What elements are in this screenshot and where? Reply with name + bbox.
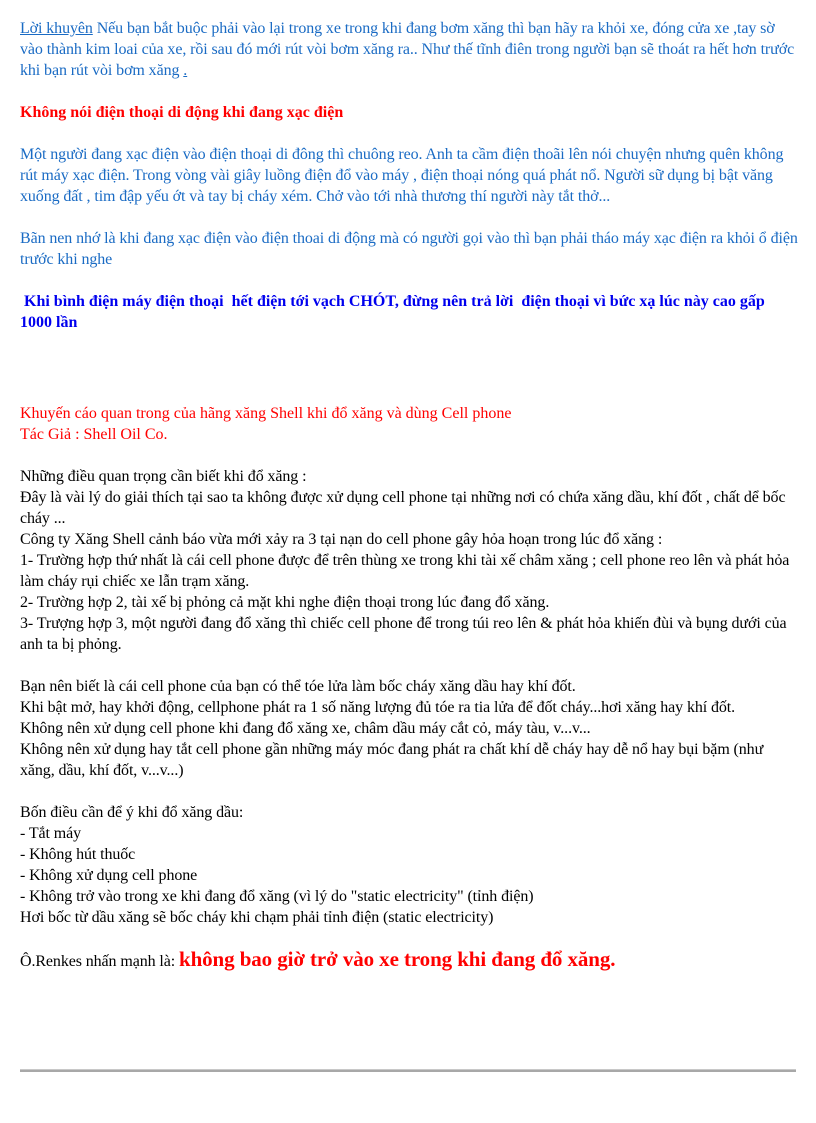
horizontal-rule [20,1069,796,1072]
intro-line: Những điều quan trọng cần biết khi đổ xăng : [20,468,307,485]
closing-prefix: Ô.Renkes nhấn mạnh là: [20,953,179,970]
fact-line: Khi bật mở, hay khởi động, cellphone phát ra 1 số năng lượng đủ tóe ra tia lửa để đốt cháy...hơi xăng hay khí đốt. [20,699,736,716]
advice-trailing: . [183,62,188,79]
document-page [20,18,800,975]
case-item: 2- Trường hợp 2, tài xế bị phỏng cả mặt khi nghe điện thoại trong lúc đang đổ xăng. [20,594,550,611]
case-item: 3- Trượng hợp 3, một người đang đổ xăng thì chiếc cell phone để trong túi reo lên & phát hỏa khiến đùi và bụng dưới của anh ta bị phỏng. [20,615,787,653]
case-item: 1- Trường hợp thứ nhất là cái cell phone được để trên thùng xe trong khi tài xế châm xăng ; cell phone reo lên và phát hỏa làm cháy rụi chiếc xe lẫn trạm xăng. [20,552,790,590]
static-note: Hơi bốc từ dầu xăng sẽ bốc cháy khi chạm phải tỉnh điện (static electricity) [20,909,494,926]
four-things-item: - Tắt máy [20,825,82,842]
four-things-item: - Không hút thuốc [20,846,136,863]
advice-text: Nếu bạn bắt buộc phải vào lại trong xe trong khi đang bơm xăng thì bạn hãy ra khỏi xe, đóng cửa xe ,tay sờ vào thành kim loai của xe, rồi sau đó mới rút vòi bơm xăng ra.. Như thế tĩnh điên trong người bạn sẽ thoát ra hết hơn trước khi bạn rút vòi bơm xăng [20,20,795,79]
advice-label: Lời khuyên [20,20,93,37]
shell-title: Khuyến cáo quan trong của hãng xăng Shell khi đổ xăng và dùng Cell phone [20,405,512,422]
charging-heading: Không nói điện thoại di động khi đang xạc điện [20,104,344,121]
four-things-item: - Không xử dụng cell phone [20,867,198,884]
fact-line: Bạn nên biết là cái cell phone của bạn có thể tóe lửa làm bốc cháy xăng dầu hay khí đốt. [20,678,576,695]
closing-emphasis: không bao giờ trở vào xe trong khi đang đổ xăng. [179,947,616,971]
charging-story: Một người đang xạc điện vào điện thoại di đông thì chuông reo. Anh ta cầm điện thoãi lên nói chuyện nhưng quên không rút máy xạc điện. Trong vòng vài giây luồng điện đổ vào máy , điện thoại nóng quá phát nổ. Người sữ dụng bị bật văng xuống đất , tim đập yếu ớt và tay bị cháy xém. Chở vào tới nhà thương thí người này tắt thở... [20,146,784,205]
shell-author: Tác Giả : Shell Oil Co. [20,426,168,443]
advice-paragraph [20,18,800,81]
intro-line: Công ty Xăng Shell cảnh báo vừa mới xảy ra 3 tại nạn do cell phone gây hỏa hoạn trong lúc đổ xăng : [20,531,663,548]
intro-line: Đây là vài lý do giải thích tại sao ta không được xử dụng cell phone tại những nơi có chứa xăng dầu, khí đốt , chất dể bốc cháy ... [20,489,786,527]
closing-statement [20,946,800,975]
charging-reminder: Bãn nen nhớ là khi đang xạc điện vào điện thoai di động mà có người gọi vào thì bạn phải tháo máy xạc điện ra khỏi ổ điện trước khi nghe [20,230,798,268]
fact-line: Không nên xử dụng hay tắt cell phone gần những máy móc đang phát ra chất khí dễ cháy hay dễ nổ hay bụi bặm (như xăng, dầu, khí đốt, v...v...) [20,741,764,779]
four-things-item: - Không trở vào trong xe khi đang đổ xăng (vì lý do "static electricity" (tỉnh điện) [20,888,534,905]
battery-warning: Khi bình điện máy điện thoại hết điện tới vạch CHÓT, đừng nên trả lời điện thoại vì bức xạ lúc này cao gấp 1000 lần [20,293,769,331]
fact-line: Không nên xử dụng cell phone khi đang đổ xăng xe, châm dầu máy cắt cỏ, máy tàu, v...v... [20,720,591,737]
four-things-heading: Bốn điều cần để ý khi đổ xăng dầu: [20,804,244,821]
